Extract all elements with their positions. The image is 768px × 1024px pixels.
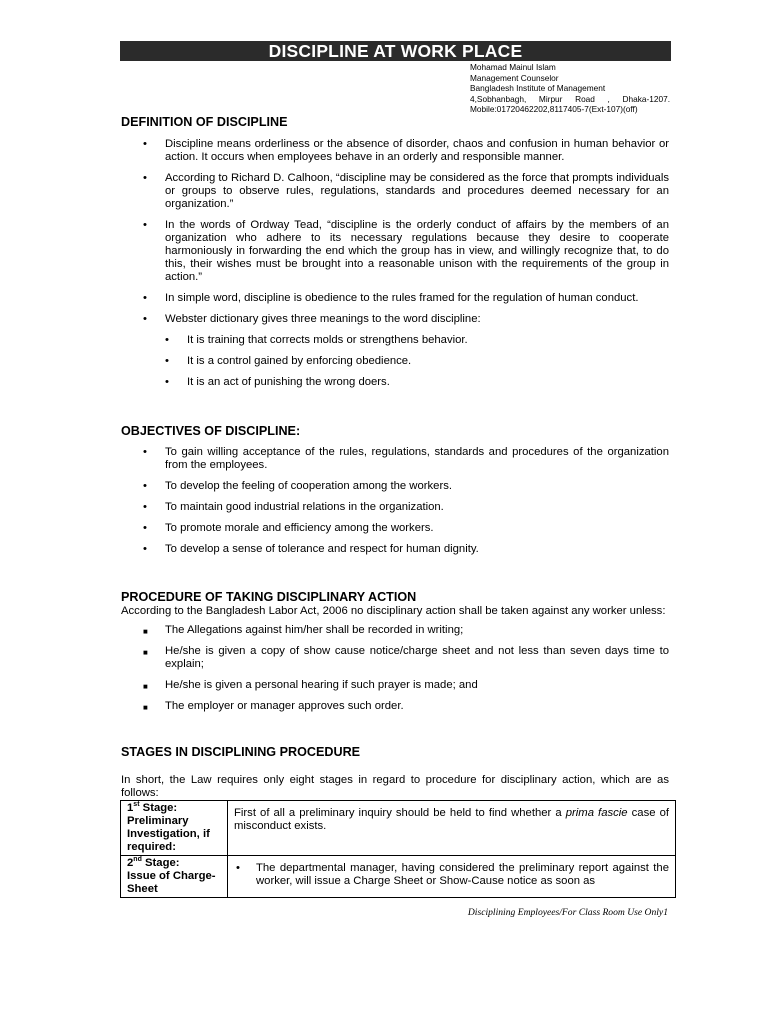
list-item: • It is an act of punishing the wrong doers.: [165, 376, 390, 388]
bullet-icon: •: [143, 138, 147, 150]
stages-intro: In short, the Law requires only eight stages in regard to procedure for disciplinary action, which are as follows:: [121, 774, 669, 799]
procedure-list: [121, 624, 669, 713]
square-bullet-icon: ■: [143, 627, 148, 636]
list-item: • In the words of Ordway Tead, “discipline is the orderly conduct of affairs by the members of an organization who adhere to its necessary regulations because they desire to cooperate harmoniously in forwarding the end which the group has in view, and willingly recognize that, to do this, their wishes must be brought into a reasonable unison with the requirements of the group in action.”: [143, 219, 669, 283]
stage-cell: 1st Stage: Preliminary Investigation, if required:: [121, 801, 228, 856]
author-role: Management Counselor: [470, 72, 559, 83]
page-title: DISCIPLINE AT WORK PLACE: [120, 41, 671, 61]
webster-meanings-list: [121, 334, 669, 389]
list-item: ■ He/she is given a copy of show cause notice/charge sheet and not less than seven days time to explain;: [143, 645, 669, 670]
objectives-list: [121, 446, 669, 556]
definition-section: [121, 138, 669, 397]
bullet-icon: •: [143, 480, 147, 492]
list-item: • According to Richard D. Calhoon, “discipline may be considered as the force that prompts individuals or groups to observe rules, regulations, standards and procedures deemed necessary for an organization.”: [143, 172, 669, 210]
author-mobile: Mobile:01720462202,8117405-7(Ext-107)(off): [470, 104, 638, 115]
author-block: [470, 62, 670, 115]
definition-list: [121, 138, 669, 326]
list-item: • To gain willing acceptance of the rules, regulations, standards and procedures of the organization from the employees.: [143, 446, 669, 471]
list-item: • To maintain good industrial relations in the organization.: [143, 501, 444, 513]
list-item: • Discipline means orderliness or the absence of disorder, chaos and confusion in human behavior or action. It occurs when employees behave in an orderly and responsible manner.: [143, 138, 669, 163]
list-item: • To develop a sense of tolerance and respect for human dignity.: [143, 543, 479, 555]
stages-table: [120, 800, 676, 898]
bullet-icon: •: [143, 292, 147, 304]
author-address: 4,Sobhanbagh, Mirpur Road , Dhaka-1207.: [470, 93, 670, 104]
stage-description: • The departmental manager, having considered the preliminary report against the worker, will issue a Charge Sheet or Show-Cause notice as soon as: [228, 856, 676, 898]
section-heading-definition: DEFINITION OF DISCIPLINE: [121, 115, 288, 129]
page-footer: Disciplining Employees/For Class Room Use Only1: [467, 907, 668, 918]
stage-cell: 2nd Stage: Issue of Charge-Sheet: [121, 856, 228, 898]
procedure-intro: According to the Bangladesh Labor Act, 2006 no disciplinary action shall be taken against any worker unless:: [121, 605, 666, 617]
bullet-icon: •: [143, 313, 147, 325]
square-bullet-icon: ■: [143, 682, 148, 691]
bullet-icon: •: [143, 219, 147, 231]
list-item: • It is training that corrects molds or strengthens behavior.: [165, 334, 468, 346]
table-row: [121, 856, 676, 898]
list-item: • To promote morale and efficiency among the workers.: [143, 522, 434, 534]
square-bullet-icon: ■: [143, 703, 148, 712]
bullet-icon: •: [143, 446, 147, 458]
procedure-section: [121, 605, 669, 721]
bullet-icon: •: [143, 172, 147, 184]
list-item: • To develop the feeling of cooperation among the workers.: [143, 480, 452, 492]
objectives-section: [121, 446, 669, 564]
stage-description: First of all a preliminary inquiry should be held to find whether a prima fascie case of misconduct exists.: [228, 801, 676, 856]
bullet-icon: •: [165, 355, 169, 367]
table-row: [121, 801, 676, 856]
list-item: ■ The Allegations against him/her shall be recorded in writing;: [143, 624, 464, 636]
section-heading-objectives: OBJECTIVES OF DISCIPLINE:: [121, 424, 301, 438]
list-item: • In simple word, discipline is obedience to the rules framed for the regulation of human conduct.: [143, 292, 639, 304]
section-heading-stages: STAGES IN DISCIPLINING PROCEDURE: [121, 745, 361, 759]
bullet-icon: •: [143, 543, 147, 555]
bullet-icon: •: [165, 334, 169, 346]
list-item: ■ He/she is given a personal hearing if such prayer is made; and: [143, 679, 478, 691]
bullet-icon: •: [143, 501, 147, 513]
list-item: ■ The employer or manager approves such order.: [143, 700, 404, 712]
list-item: • Webster dictionary gives three meanings to the word discipline:: [143, 313, 481, 325]
list-item: • It is a control gained by enforcing obedience.: [165, 355, 412, 367]
bullet-icon: •: [236, 862, 240, 874]
bullet-icon: •: [165, 376, 169, 388]
section-heading-procedure: PROCEDURE OF TAKING DISCIPLINARY ACTION: [121, 590, 417, 604]
author-org: Bangladesh Institute of Management: [470, 83, 606, 94]
bullet-icon: •: [143, 522, 147, 534]
author-name: Mohamad Mainul Islam: [470, 62, 556, 72]
square-bullet-icon: ■: [143, 648, 148, 657]
